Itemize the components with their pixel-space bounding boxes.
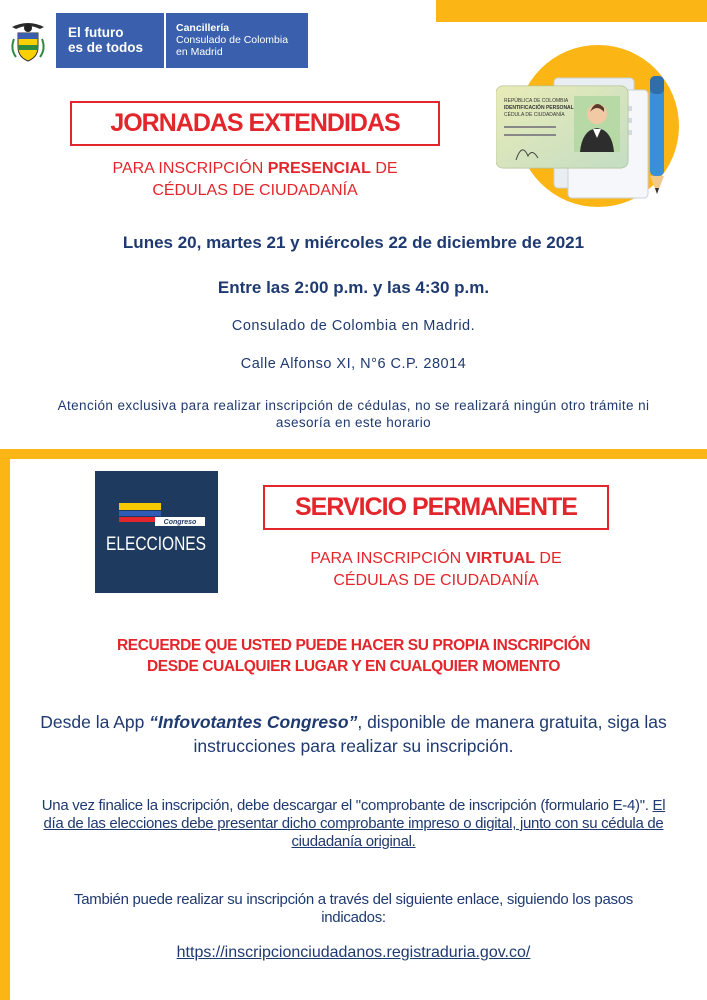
subtitle-text: PARA INSCRIPCIÓN bbox=[112, 160, 268, 177]
subtitle-line2: CÉDULAS DE CIUDADANÍA bbox=[333, 572, 539, 589]
org-block bbox=[166, 13, 308, 68]
virtual-subtitle bbox=[263, 548, 609, 592]
consulate-name: Consulado de Colombia en Madrid. bbox=[231, 318, 476, 334]
id-card-text-2: IDENTIFICACIÓN PERSONAL bbox=[504, 105, 574, 111]
event-dates: Lunes 20, martes 21 y miércoles 22 de diciembre de 2021 bbox=[122, 233, 585, 252]
extended-hours-title: JORNADAS EXTENDIDAS bbox=[70, 101, 440, 146]
id-card-illustration bbox=[496, 72, 676, 202]
slogan-line2: es de todos bbox=[68, 40, 144, 55]
subtitle-emphasis: PRESENCIAL bbox=[267, 160, 371, 177]
left-yellow-border bbox=[0, 449, 10, 1000]
consulate-address: Calle Alfonso XI, N°6 C.P. 28014 bbox=[240, 356, 467, 372]
subtitle-emphasis: VIRTUAL bbox=[465, 550, 535, 567]
id-card-text-1: REPÚBLICA DE COLOMBIA bbox=[504, 98, 569, 104]
org-line2: Consulado de Colombia bbox=[176, 34, 289, 46]
subtitle-text: PARA INSCRIPCIÓN bbox=[310, 550, 466, 567]
registration-link[interactable]: https://inscripcionciudadanos.registraduria.gov.co/ bbox=[176, 944, 531, 961]
subtitle-text: DE bbox=[370, 160, 398, 177]
elecciones-congreso-logo bbox=[95, 471, 218, 593]
elecciones-word: ELECCIONES bbox=[106, 534, 206, 555]
government-header-logo bbox=[0, 13, 308, 68]
event-hours: Entre las 2:00 p.m. y las 4:30 p.m. bbox=[217, 278, 490, 297]
app-text: Desde la App bbox=[40, 712, 150, 732]
coat-of-arms-icon bbox=[0, 13, 56, 68]
slogan-line1: El futuro bbox=[68, 25, 124, 40]
org-line3: en Madrid bbox=[176, 46, 223, 58]
elecciones-tag: Congreso bbox=[163, 519, 197, 526]
reminder-text bbox=[40, 635, 667, 677]
slogan-block bbox=[56, 13, 164, 68]
subtitle-line2: CÉDULAS DE CIUDADANÍA bbox=[152, 182, 358, 199]
link-intro: También puede realizar su inscripción a través del siguiente enlace, siguiendo los pasos indicados: bbox=[74, 891, 633, 926]
app-instructions bbox=[30, 710, 677, 758]
id-card-text-3: CÉDULA DE CIUDADANÍA bbox=[504, 112, 565, 118]
receipt-text: Una vez finalice la inscripción, debe descargar el "comprobante de inscripción (formulario E-4)". bbox=[41, 797, 653, 814]
subtitle-text: DE bbox=[534, 550, 562, 567]
reminder-line2: DESDE CUALQUIER LUGAR Y EN CUALQUIER MOMENTO bbox=[147, 658, 560, 675]
receipt-instructions bbox=[40, 797, 667, 851]
app-name: “Infovotantes Congreso” bbox=[149, 712, 358, 732]
presential-subtitle bbox=[70, 158, 440, 202]
permanent-service-title: SERVICIO PERMANENTE bbox=[263, 485, 609, 530]
section-divider bbox=[0, 449, 707, 459]
app-text: , disponible de manera gratuita, siga las instrucciones para realizar su inscripción. bbox=[193, 712, 667, 756]
receipt-underlined-text: El día de las elecciones debe presentar dicho comprobante impreso o digital, junto con su cédula de ciudadanía original. bbox=[43, 797, 666, 850]
reminder-line1: RECUERDE QUE USTED PUEDE HACER SU PROPIA INSCRIPCIÓN bbox=[117, 637, 590, 654]
attention-note: Atención exclusiva para realizar inscripción de cédulas, no se realizará ningún otro trámite ni asesoría en este horario bbox=[57, 398, 650, 430]
top-yellow-bar bbox=[436, 0, 707, 22]
org-line1: Cancillería bbox=[176, 22, 230, 34]
